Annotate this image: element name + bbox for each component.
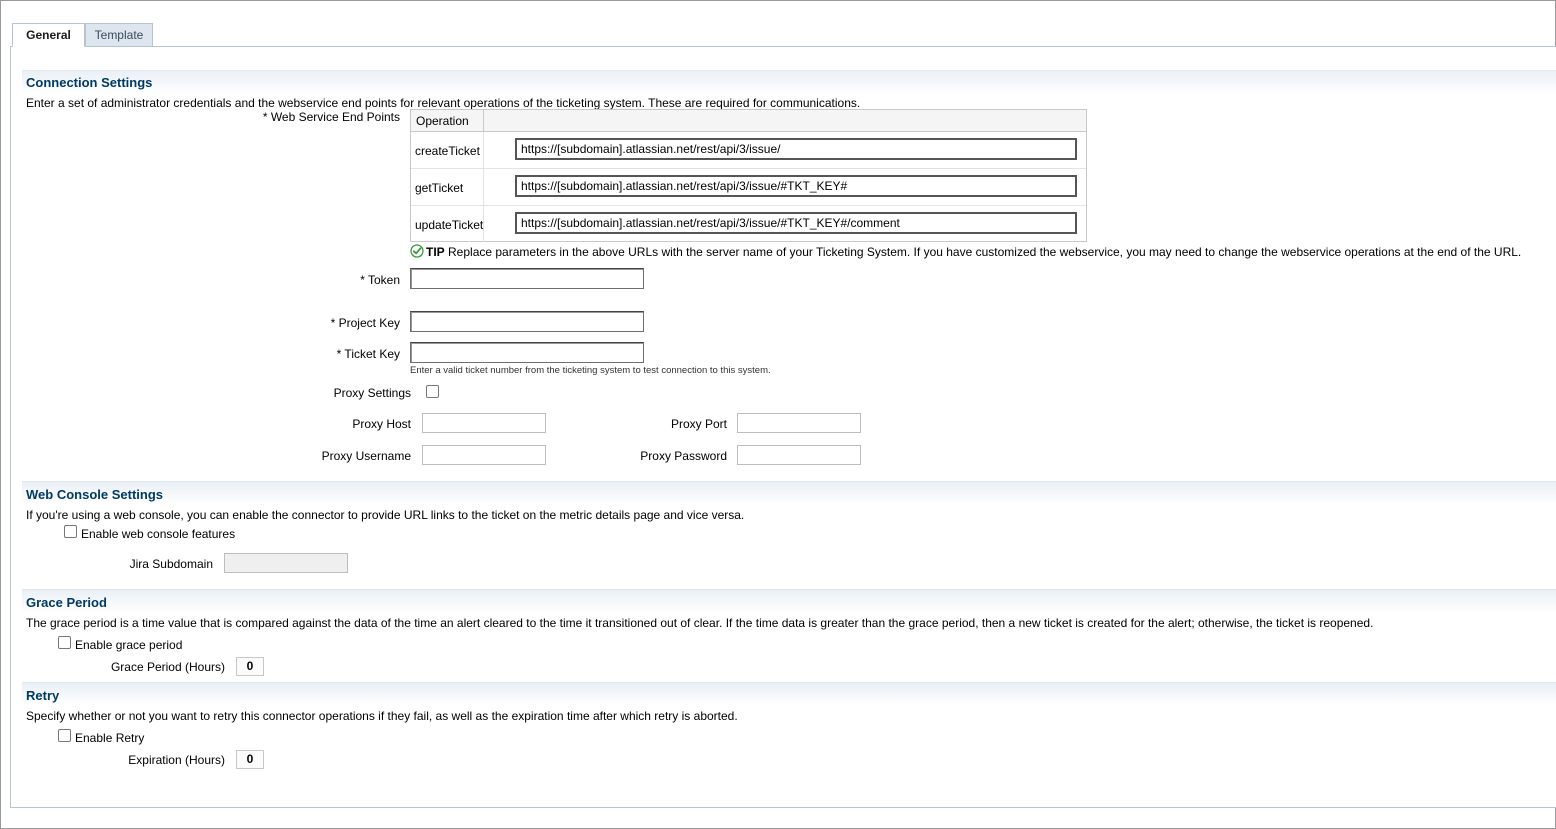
- table-row: [411, 169, 1086, 206]
- operation-name: createTicket: [411, 132, 484, 168]
- get-ticket-url-input[interactable]: [515, 175, 1077, 197]
- grace-period-title: Grace Period: [26, 595, 107, 610]
- expiration-hours-label: Expiration (Hours): [128, 753, 225, 767]
- tip-label: TIP: [426, 245, 445, 259]
- jira-subdomain-label: Jira Subdomain: [129, 557, 213, 571]
- project-key-input[interactable]: [410, 311, 644, 332]
- operation-name: getTicket: [411, 169, 484, 205]
- enable-retry-label: Enable Retry: [75, 731, 145, 745]
- proxy-port-label: Proxy Port: [670, 417, 727, 431]
- operation-name: updateTicket: [411, 206, 484, 242]
- table-row: [411, 206, 1086, 243]
- proxy-username-label: Proxy Username: [321, 449, 411, 463]
- proxy-password-label: Proxy Password: [640, 449, 727, 463]
- retry-title: Retry: [26, 688, 60, 703]
- enable-retry-checkbox[interactable]: [58, 729, 71, 742]
- proxy-username-input[interactable]: [422, 445, 546, 465]
- jira-subdomain-input[interactable]: [224, 553, 348, 573]
- proxy-password-input[interactable]: [737, 445, 861, 465]
- enable-grace-period-label: Enable grace period: [75, 638, 183, 652]
- grace-period-hours-value[interactable]: 0: [236, 657, 264, 676]
- proxy-settings-label: Proxy Settings: [333, 386, 411, 400]
- enable-web-console-checkbox[interactable]: [64, 525, 77, 538]
- web-console-title: Web Console Settings: [26, 487, 163, 502]
- create-ticket-url-input[interactable]: [515, 138, 1077, 160]
- table-row: [411, 132, 1086, 169]
- enable-web-console-label: Enable web console features: [81, 527, 236, 541]
- connection-settings-title: Connection Settings: [26, 75, 153, 90]
- section-header-band: [22, 70, 1556, 94]
- ticket-key-hint: Enter a valid ticket number from the ticketing system to test connection to this system.: [410, 365, 771, 376]
- ticket-key-input[interactable]: [410, 342, 644, 363]
- expiration-hours-value[interactable]: 0: [236, 750, 264, 769]
- ticket-key-label: * Ticket Key: [336, 347, 400, 361]
- project-key-label: * Project Key: [330, 316, 400, 330]
- web-console-description: If you're using a web console, you can enable the connector to provide URL links to the ticket on the metric details page and vice versa.: [26, 508, 745, 522]
- section-header-band: [22, 481, 1556, 505]
- section-header-band: [22, 589, 1556, 613]
- tab-general[interactable]: General: [12, 23, 85, 47]
- enable-grace-period-checkbox[interactable]: [58, 636, 71, 649]
- proxy-host-label: Proxy Host: [352, 417, 411, 431]
- grace-period-hours-label: Grace Period (Hours): [110, 660, 225, 674]
- token-input[interactable]: [410, 268, 644, 289]
- tab-template[interactable]: Template: [85, 23, 153, 47]
- grace-period-description: The grace period is a time value that is compared against the data of the time an alert cleared to the time it transitioned out of clear. If the time data is greater than the grace period, then a new ticket is created for the alert; otherwise, the ticket is reopened.: [26, 616, 1374, 630]
- proxy-port-input[interactable]: [737, 413, 861, 433]
- proxy-host-input[interactable]: [422, 413, 546, 433]
- operation-column-header: Operation: [411, 110, 484, 131]
- update-ticket-url-input[interactable]: [515, 212, 1077, 234]
- proxy-settings-checkbox[interactable]: [426, 385, 439, 398]
- tip-text: Replace parameters in the above URLs with the server name of your Ticketing System. If you have customized the webservice, you may need to change the webservice operations at the end of the URL.: [448, 245, 1522, 259]
- token-label: * Token: [360, 273, 400, 287]
- connection-settings-description: Enter a set of administrator credentials and the webservice end points for relevant operations of the ticketing system. These are required for communications.: [26, 96, 861, 110]
- endpoints-table: [410, 109, 1087, 242]
- section-header-band: [22, 682, 1556, 706]
- endpoints-table-header: [411, 110, 1086, 132]
- check-circle-icon: [410, 244, 424, 258]
- retry-description: Specify whether or not you want to retry this connector operations if they fail, as well as the expiration time after which retry is aborted.: [26, 709, 738, 723]
- endpoints-label: * Web Service End Points: [262, 110, 400, 124]
- tip-message: [426, 245, 1521, 259]
